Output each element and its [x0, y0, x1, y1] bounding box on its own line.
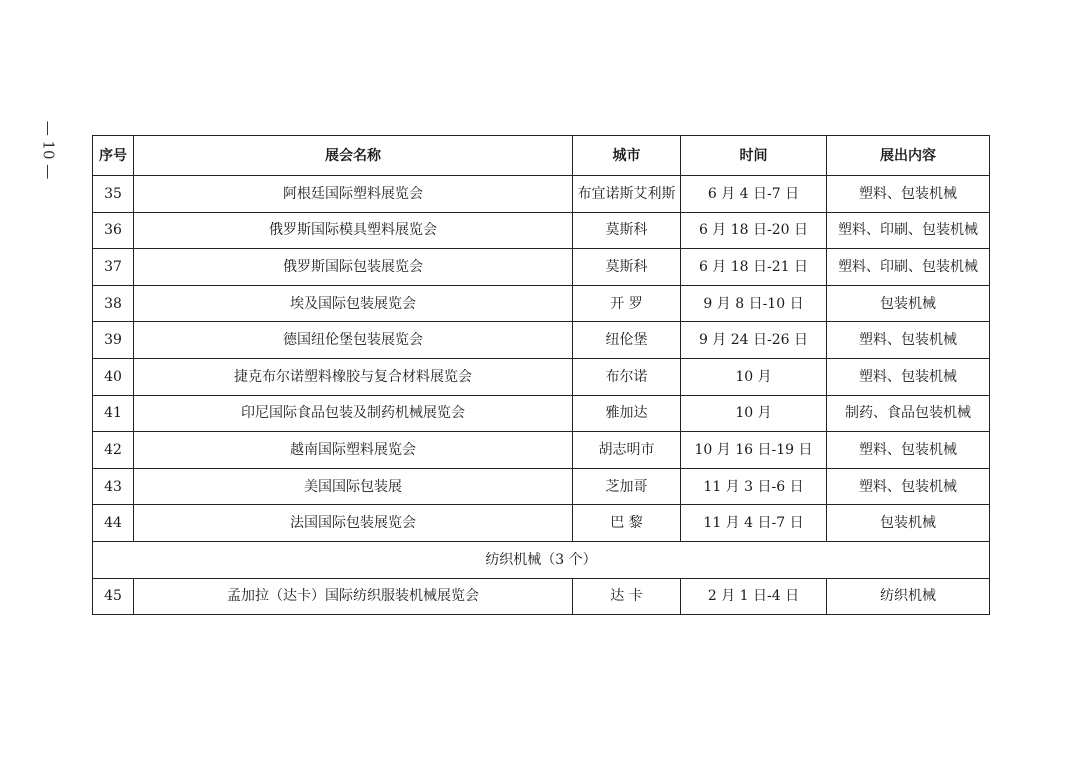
- cell-city: 莫斯科: [573, 249, 681, 286]
- cell-name: 埃及国际包装展览会: [134, 285, 573, 322]
- cell-name: 阿根廷国际塑料展览会: [134, 176, 573, 213]
- cell-time: 10 月: [681, 395, 827, 432]
- cell-content: 包装机械: [827, 505, 990, 542]
- cell-time: 10 月: [681, 358, 827, 395]
- cell-city: 纽伦堡: [573, 322, 681, 359]
- cell-city: 布尔诺: [573, 358, 681, 395]
- table-row: [93, 358, 990, 395]
- header-time: 时间: [681, 136, 827, 176]
- category-label: 纺织机械（3 个）: [93, 541, 990, 578]
- cell-content: 包装机械: [827, 285, 990, 322]
- cell-seq: 45: [93, 578, 134, 615]
- cell-seq: 38: [93, 285, 134, 322]
- cell-name: 法国国际包装展览会: [134, 505, 573, 542]
- cell-time: 11 月 3 日-6 日: [681, 468, 827, 505]
- cell-name: 俄罗斯国际模具塑料展览会: [134, 212, 573, 249]
- cell-name: 印尼国际食品包装及制药机械展览会: [134, 395, 573, 432]
- cell-seq: 44: [93, 505, 134, 542]
- cell-time: 9 月 24 日-26 日: [681, 322, 827, 359]
- cell-content: 塑料、包装机械: [827, 358, 990, 395]
- table-row: [93, 468, 990, 505]
- cell-time: 6 月 4 日-7 日: [681, 176, 827, 213]
- cell-city: 胡志明市: [573, 432, 681, 469]
- cell-content: 制药、食品包装机械: [827, 395, 990, 432]
- cell-content: 塑料、包装机械: [827, 322, 990, 359]
- cell-name: 德国纽伦堡包装展览会: [134, 322, 573, 359]
- table-row: [93, 285, 990, 322]
- cell-seq: 37: [93, 249, 134, 286]
- table-header-row: [93, 136, 990, 176]
- cell-content: 塑料、印刷、包装机械: [827, 212, 990, 249]
- category-row: [93, 541, 990, 578]
- cell-time: 6 月 18 日-20 日: [681, 212, 827, 249]
- cell-city: 芝加哥: [573, 468, 681, 505]
- cell-city: 开 罗: [573, 285, 681, 322]
- cell-seq: 40: [93, 358, 134, 395]
- table-row: [93, 176, 990, 213]
- table-body-textile: [93, 578, 990, 615]
- cell-name: 美国国际包装展: [134, 468, 573, 505]
- page-number: [34, 120, 62, 180]
- table-row: [93, 249, 990, 286]
- cell-seq: 35: [93, 176, 134, 213]
- cell-seq: 39: [93, 322, 134, 359]
- cell-city: 莫斯科: [573, 212, 681, 249]
- cell-name: 俄罗斯国际包装展览会: [134, 249, 573, 286]
- cell-city: 雅加达: [573, 395, 681, 432]
- table-row: [93, 395, 990, 432]
- cell-content: 塑料、包装机械: [827, 432, 990, 469]
- cell-time: 9 月 8 日-10 日: [681, 285, 827, 322]
- table-row: [93, 432, 990, 469]
- cell-city: 布宜诺斯艾利斯: [573, 176, 681, 213]
- table-row: [93, 578, 990, 615]
- cell-name: 越南国际塑料展览会: [134, 432, 573, 469]
- cell-time: 6 月 18 日-21 日: [681, 249, 827, 286]
- header-city: 城市: [573, 136, 681, 176]
- cell-content: 塑料、包装机械: [827, 176, 990, 213]
- cell-seq: 36: [93, 212, 134, 249]
- cell-seq: 42: [93, 432, 134, 469]
- header-seq: 序号: [93, 136, 134, 176]
- cell-content: 塑料、印刷、包装机械: [827, 249, 990, 286]
- table-body-category: [93, 541, 990, 578]
- cell-city: 达 卡: [573, 578, 681, 615]
- cell-time: 2 月 1 日-4 日: [681, 578, 827, 615]
- table-row: [93, 505, 990, 542]
- cell-city: 巴 黎: [573, 505, 681, 542]
- header-content: 展出内容: [827, 136, 990, 176]
- cell-seq: 41: [93, 395, 134, 432]
- cell-time: 10 月 16 日-19 日: [681, 432, 827, 469]
- exhibition-table: [92, 135, 990, 615]
- cell-time: 11 月 4 日-7 日: [681, 505, 827, 542]
- page-number-text: — 10 —: [39, 120, 57, 180]
- cell-name: 孟加拉（达卡）国际纺织服装机械展览会: [134, 578, 573, 615]
- table-row: [93, 212, 990, 249]
- cell-name: 捷克布尔诺塑料橡胶与复合材料展览会: [134, 358, 573, 395]
- table-row: [93, 322, 990, 359]
- cell-content: 纺织机械: [827, 578, 990, 615]
- table-body-main: [93, 176, 990, 542]
- header-name: 展会名称: [134, 136, 573, 176]
- cell-content: 塑料、包装机械: [827, 468, 990, 505]
- cell-seq: 43: [93, 468, 134, 505]
